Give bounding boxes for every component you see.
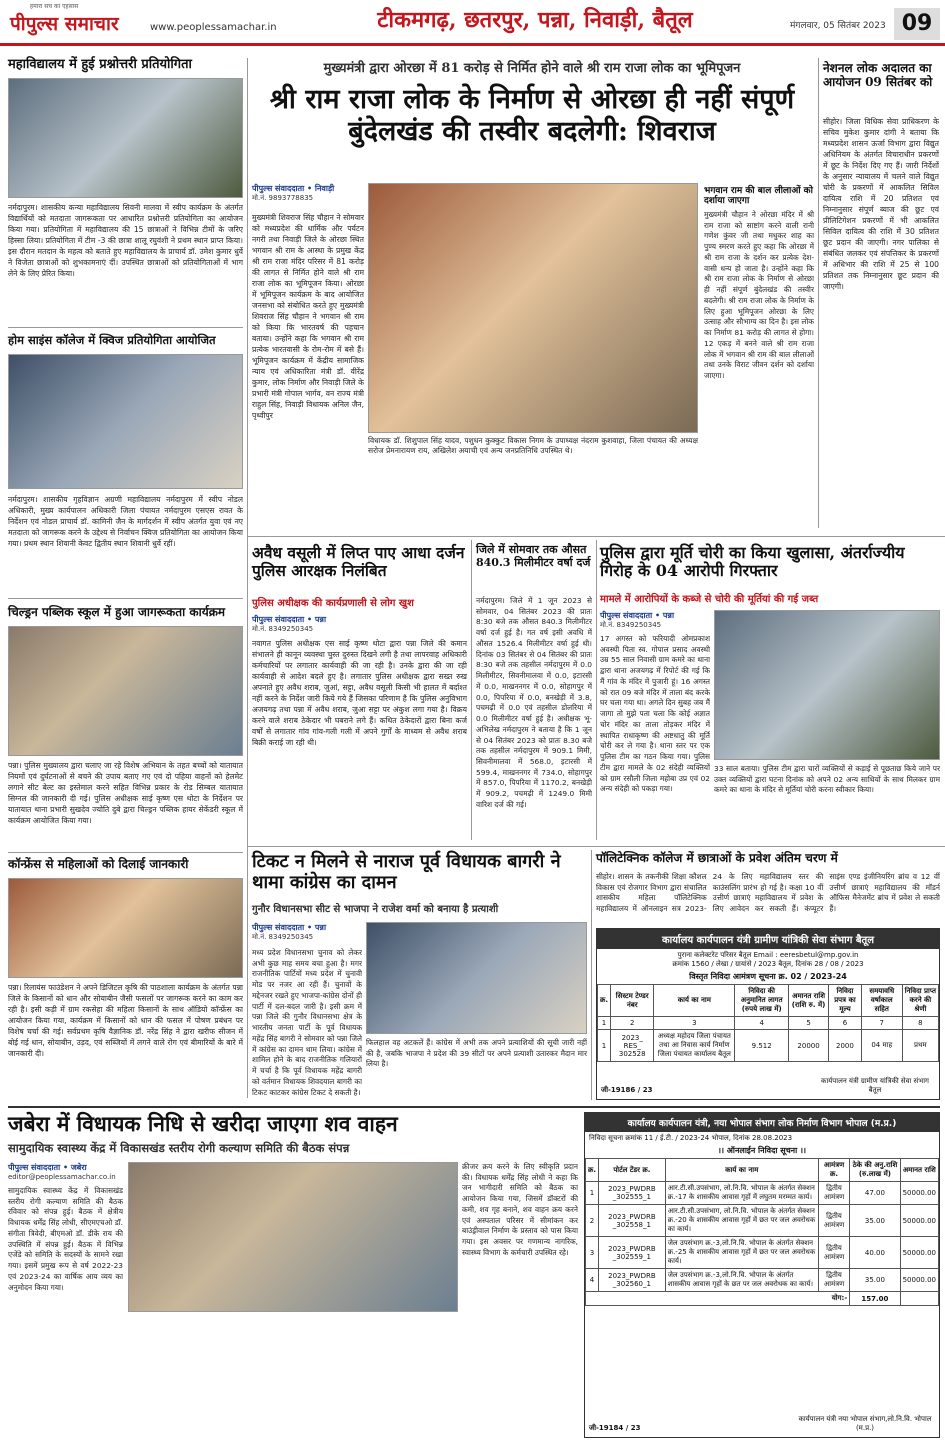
left-column: [8, 58, 243, 73]
ad2-cell: 47.00: [850, 1182, 900, 1205]
ad2-cell: द्वितीय आमंत्रण: [818, 1205, 850, 1237]
congress-body: मध्य प्रदेश विधानसभा चुनाव को लेकर अभी कुछ माह समय बचा हुआ है। मगर राजनीतिक पार्टियों मध्य प्रदेश में चुनावी मोड पर नजर आ रही हैं। चुनावों के मद्देनजर रखते हुए भाजपा-कांग्रेस दोनों ही पार्टी में दल-बदल जारी है। इसी क्रम में पन्ना जिले की गुनौर विधानसभा क्षेत्र के भारतीय जनता पार्टी के पूर्व विधायक महेंद्र सिंह बागरी ने सोमवार को पन्ना जिले में कांग्रेस का दामन थाम लिया। कांग्रेस में शामिल होने के बाद राजनीतिक गलियारों में चर्चा है कि पूर्व विधायक महेंद्र बागरी को वर्तमान विधायक शिवदयाल बागरी का टिकट काटकर कांग्रेस टिकट दे सकती है।: [252, 948, 362, 1097]
ad2-cell: 50000.00: [900, 1182, 938, 1205]
congress-headline: टिकट न मिलने से नाराज पूर्व विधायक बागरी ने थामा कांग्रेस का दामन: [252, 851, 561, 893]
women-conference-photo: [8, 878, 243, 978]
ad2-cell: द्वितीय आमंत्रण: [818, 1182, 850, 1205]
ad1-col-sno: क्र.: [598, 985, 611, 1017]
ad2-cell: 4: [586, 1269, 599, 1292]
ad1-cell: 1: [598, 1030, 611, 1062]
ad1-address: पुराना कलेक्टरेट परिसर बैतूल Email : eeresbetul@mp.gov.in: [677, 951, 859, 959]
ad2-notice-title: ।। ऑनलाईन निविदा सूचना ।।: [717, 1146, 807, 1155]
ad2-signatory: कार्यपालन यंत्री नया भोपाल संभाग,लो.नि.वि. भोपाल (म.प्र.): [798, 1415, 932, 1432]
ad1-cell: 2023_ RES_ 302528: [611, 1030, 654, 1062]
ad2-cell: 50000.00: [900, 1237, 938, 1269]
suspension-body: नवागत पुलिस अधीक्षक एस साई कृष्ण थोटा द्वारा पन्ना जिले की कमान संभालने ही कानून व्यवस्था चुस्त दुरुस्त दिखने लगी है तथा लापरवाह अधिकारी कर्मचारियों पर लगातार कार्यवाही की जा रही है। उनके द्वारा की जा रही कार्यवाही से आदेश बदले हुए है। लगातार पुलिस अधीक्षक द्वारा सख्त रुख अपनाते हुए अवैध शराब, जुआं, सट्टा, अवैध वसूली किसी भी हालत में बर्दाश्त नहीं करने के निर्देश जारी किये गये हैं जिसका परिणाम है कि पुलिस अनुविभाग अजयगढ़ तथा पन्ना में अवैध शराब, जुआ सट्टा पर अंकुश लगा गया है। विक्रय करने वाले शराब ठेकेदार भी घबराने लगे हैं। कथित ठेकेदारों द्वारा बिना कर्ज वर्षों से लगातार गांव गांव-गली गली में अपने गुर्गों के माध्यम से अवैध शराब बिक्री कराई जा रही थी।: [252, 639, 467, 747]
lead-side-body: मुख्यमंत्री चौहान ने ओरछा मंदिर में श्री राम राजा को साष्टांग करने वाली रानी गणेश कुंवर जी तथा मधुकर शाह का पुण्य स्मरण करते हुए कहा कि ओरछा में श्री राम राजा के दर्शन कर प्रत्येक देश-वासी धन्य हो जाता है। उन्होंने कहा कि श्री राम राजा लोक के निर्माण से ओरछा ही नहीं संपूर्ण बुंदेलखंड की तस्वीर बदलेगी। श्री राम राजा लोक के निर्माण के लिए हुआ भूमिपूजन ओरछा के लिए उत्साह और सौभाग्य का दिन है। इस लोक का निर्माण 81 करोड़ की लागत से होगा। 12 एकड़ में बनने वाले श्री राम राजा लोक में भगवान श्री राम की बाल लीलाओं तथा उनके विराट जीवन दर्शन को दर्शाया जाएगा।: [704, 210, 814, 381]
ad1-col-period: समयावधि वर्षाकाल सहित: [861, 985, 902, 1017]
story-conference-title: कॉन्फ्रेंस से महिलाओं को दिलाई जानकारी: [8, 857, 189, 871]
ad1-footer-code: जी-19186 / 23: [601, 1086, 653, 1094]
lead-side-title: भगवान राम की बाल लीलाओं को दर्शाया जाएगा: [704, 186, 813, 207]
ad1-cell: 04 माह: [861, 1030, 902, 1062]
ad1-num: 6: [829, 1017, 862, 1030]
congress-subhead: गुनौर विधानसभा सीट से भाजपा ने राजेश वर्मा को बनाया है प्रत्याशी: [252, 904, 499, 915]
ad2-cell: आर.टी.सी.उपसंभाग, लो.नि.वि. भोपाल के अंतर्गत सेक्शन क्र.-20 के शासकीय आवास गृहों में छत पर जल अवरोधक का कार्य।: [665, 1205, 818, 1237]
lead-photo-caption: विधायक डॉ. शिशुपाल सिंह यादव, पशुधन कुक्कुट विकास निगम के उपाध्यक्ष नंदराम कुशवाहा, जिला पंचायत की अध्यक्ष सरोज प्रेमनारायण राय, अखिलेश अयाची एवं अन्य जनप्रतिनिधि उपस्थित थे।: [368, 436, 698, 456]
ad2-cell: जेल उपसंभाग क्र.-3,लो.नि.वि. भोपाल के अंतर्गत सेक्शन क्र.-25 के शासकीय आवास गृहों में छत पर जल अवरोधक कार्य।: [665, 1237, 818, 1269]
ad2-cell: आर.टी.सी.उपसंभाग, लो.नि.वि. भोपाल के अंतर्गत सेक्शन क्र.-17 के शासकीय आवास गृहों में लघुतम मरम्मत कार्य।: [665, 1182, 818, 1205]
story-school-title: चिल्ड्रन पब्लिक स्कूल में हुआ जागरूकता कार्यक्रम: [8, 605, 226, 619]
hearse-right-body: क्रीजर क्रय करने के लिए स्वीकृति प्रदान की। विधायक धर्मेंद्र सिंह लोधी ने कहा कि जन भागीदारी समिति को बैठक का आयोजन किया गया, जिसमें डॉक्टरों की कमी, शव गृह बनाने, शव वाहन क्रय करने एवं अस्पताल परिसर में सीमांकन कर बाउंड्रीवाल निर्माण के प्रस्ताव को पास किया गया। इस अवसर पर गणमान्य नागरिक, स्वास्थ्य विभाग के कर्मचारी उपस्थित रहे।: [462, 1162, 578, 1257]
lok-adalat-title: नेशनल लोक अदालत का आयोजन 09 सितंबर को: [823, 61, 933, 89]
congress-byline: पीपुल्स संवाददाता • पन्ना: [252, 923, 327, 932]
table-row: [586, 1269, 939, 1292]
ad1-heading: कार्यालय कार्यपालन यंत्री ग्रामीण यांत्रिकी सेवा संभाग बैतूल: [597, 929, 939, 949]
polytechnic-headline: पॉलिटेक्निक कॉलेज में छात्राओं के प्रवेश अंतिम चरण में: [596, 851, 838, 865]
polytechnic-body: सीहोर। शासन के तकनीकी शिक्षा कौशल विकास एवं रोजगार विभाग द्वारा संचालित शासकीय महिला पॉलिटेक्निक महाविद्यालय में ऑनलाइन सत्र 2023-24 के लिए महाविद्यालय स्तर की काउंसलिंग प्रारंभ हो गई है। कक्षा 10 वीं उत्तीर्ण छात्राएं महाविद्यालय में प्रवेश के लिए आवेदन कर सकती हैं। कंप्यूटर साइंस एण्ड इंजीनियरिंग ब्रांच व 12 वीं उत्तीर्ण छात्राएं महाविद्यालय की मॉडर्न ऑफिस मैनेजमेंट ब्रांच में प्रवेश ले सकती हैं।: [596, 872, 940, 914]
congress-byline-block: [252, 922, 362, 942]
table-row: [586, 1237, 939, 1269]
ad1-num: 2: [611, 1017, 654, 1030]
lead-mobile: मो.नं. 9893778835: [252, 194, 314, 202]
police-idol-photo: [714, 610, 940, 760]
idol-theft-byline: पीपुल्स संवाददाता • पन्ना: [600, 611, 675, 620]
ad1-num: 8: [902, 1017, 938, 1030]
ad2-col-invite: आमंत्रण क्र.: [818, 1159, 850, 1182]
ad1-cell: 9.512: [735, 1030, 789, 1062]
lead-body: मुख्यमंत्री शिवराज सिंह चौहान ने सोमवार को मध्यप्रदेश की धार्मिक और पर्यटन नगरी तथा निवाड़ी जिले के ओरछा स्थित भगवान श्री राम के आस्था के प्रमुख केंद्र श्री राम राजा मंदिर परिसर में 81 करोड़ की लागत से निर्मित होने वाले श्री राम राजा लोक का भूमिपूजन किया। ओरछा में भूमिपूजन कार्यक्रम के बाद आयोजित जनसभा को संबोधित करते हुए मुख्यमंत्री शिवराज सिंह चौहान ने भगवान श्री राम को किया कि भारतवर्ष की पहचान बताया। उन्होंने कहा कि भगवान श्री राम प्रत्येक भारतवासी के रोम-रोम में बसे हैं। भूमिपूजन कार्यक्रम में केंद्रीय सामाजिक न्याय एवं अधिकारिता मंत्री डॉ. वीरेंद्र कुमार, लोक निर्माण और निवाड़ी जिले के प्रभारी मंत्री गोपाल भार्गव, वन राज्य मंत्री राहुल सिंह, निवाड़ी विधायक अनिल जैन, पृथ्वीपुर: [252, 213, 364, 420]
homescience-photo: [8, 354, 243, 489]
ad2-col-emd: अमानत राशि: [900, 1159, 938, 1182]
ad2-total-label: योग:-: [586, 1292, 850, 1306]
idol-theft-tail: 33 साल बताया। पुलिस टीम द्वारा चारों व्यक्तियों से कड़ाई से पूछताछ किये जाने पर उक्त व्यक्तियों द्वारा घटना दिनांक को अपने 02 अन्य साथियों के साथ मिलकर ग्राम कमरे का थाना के मंदिर से मूर्तियां चोरी करना स्वीकार किया।: [714, 764, 940, 795]
ad2-col-work: कार्य का नाम: [665, 1159, 818, 1182]
ad2-cell: 2: [586, 1205, 599, 1237]
lead-byline-block: [252, 183, 364, 203]
issue-date: मंगलवार, 05 सितंबर 2023: [790, 21, 886, 31]
ad1-num: 3: [654, 1017, 735, 1030]
story-homescience-title: होम साइंस कॉलेज में क्विज प्रतियोगिता आयोजित: [8, 333, 216, 347]
hearse-subhead: सामुदायिक स्वास्थ्य केंद्र में विकासखंड स्तरीय रोगी कल्याण समिति की बैठक संपन्न: [8, 1141, 350, 1155]
suspension-mobile: मो.नं. 8349250345: [252, 625, 314, 633]
ad1-col-emd: अमानत राशि (राशि रु. में): [789, 985, 829, 1017]
ad2-footer-code: जी-19184 / 23: [589, 1424, 641, 1432]
ad2-col-sno: क्र.: [586, 1159, 599, 1182]
ad2-cell: 2023_PWDRB _302555_1: [599, 1182, 666, 1205]
ad1-notice-title: विस्तृत निविदा आमंत्रण सूचना क्र. 02 / 2023-24: [689, 972, 847, 981]
ad1-tender-table: [597, 984, 939, 1062]
ad2-cell: 2023_PWDRB _302560_1: [599, 1269, 666, 1292]
committee-meeting-photo: [128, 1162, 458, 1312]
congress-mobile: मो.नं. 8349250345: [252, 933, 314, 941]
hearse-body: सामुदायिक स्वास्थ्य केंद्र में विकासखंड स्तरीय रोगी कल्याण समिति की बैठक रविवार को संपन्न हुई। बैठक में क्षेत्रीय विधायक धर्मेंद्र सिंह लोधी, सीएमएचओ डॉ. संगीता त्रिवेदी, बीएमओ डॉ. डीके राय की उपस्थिति में संपन्न हुई। बैठक में विभिन्न एजेंडे को समिति के सदस्यों के सामने रखा गया। इसमें प्रमुख रूप से वर्ष 2022-23 एवं 2023-24 का वार्षिक आय व्यय का अनुमोदन किया गया।: [8, 1186, 123, 1292]
ad2-cell: 2023_PWDRB _302558_1: [599, 1205, 666, 1237]
idol-theft-mobile: मो.नं. 8349250345: [600, 621, 662, 629]
lead-headline: श्री राम राजा लोक के निर्माण से ओरछा ही नहीं संपूर्ण बुंदेलखंड की तस्वीर बदलेगी: शिवराज: [269, 84, 795, 148]
hearse-byline-block: [8, 1162, 123, 1181]
ad1-cell: 2000: [829, 1030, 862, 1062]
story-quiz-body: नर्मदापुरम। शासकीय कन्या महाविद्यालय सिवनी मालवा में स्वीप कार्यक्रम के अंतर्गत विद्यार्थियों को मतदाता जागरूकता पर आधारित प्रश्नोत्तरी प्रतियोगिता का आयोजन किया गया। प्रतियोगिता में महाविद्यालय की 15 छात्राओं ने विभिन्न टीमों के जरिए हिस्सा लिया। प्रतियोगिता में टीम -3 की छात्रा शालू रघुवंशी ने प्रथम स्थान प्राप्त किया। इस दौरान मतदान के महत्व को बताते हुए महाविद्यालय के प्राचार्य डॉ. उमेश कुमार धुर्वे ने विजेता छात्राओं को शुभकामनाएं दीं। उपस्थित छात्राओं को प्रतियोगिताओं में भाग लेने के लिए प्रेरित किया।: [8, 203, 243, 278]
ad2-cell: 1: [586, 1182, 599, 1205]
bhoomipujan-photo: [368, 183, 698, 433]
ad1-cell: 20000: [789, 1030, 829, 1062]
ad1-col-cost: निविदा की अनुमानित लागत (रुपये लाख में): [735, 985, 789, 1017]
ad2-ref: निविदा सूचना क्रमांक 11 / ई.टी. / 2023-24 भोपाल, दिनांक 28.08.2023: [589, 1134, 793, 1142]
ad1-ref: क्रमांक 1560 / लेखा / ग्रायांसे / 2023 बैतूल, दिनांक 28 / 08 / 2023: [672, 960, 864, 968]
pwd-bhopal-tender-ad: [584, 1112, 940, 1438]
page-number: 09: [894, 8, 940, 40]
ad1-num: 5: [789, 1017, 829, 1030]
idol-theft-headline: पुलिस द्वारा मूर्ति चोरी का किया खुलासा, अंतर्राज्यीय गिरोह के 04 आरोपी गिरफ्तार: [600, 543, 905, 581]
hearse-byline: पीपुल्स संवाददाता • जबेरा: [8, 1163, 87, 1172]
story-conference-body: पन्ना। रिलायंस फाउंडेशन ने अपने डिजिटल कृषि की पाठशाला कार्यक्रम के अंतर्गत पन्ना जिले के किसानों को धान और सोयाबीन जैसी फसलों पर जागरूक करने का काम कर रही है। इसी कड़ी में ग्राम रकसेहा की महिला किसानों के साथ ऑडियो कॉन्फ्रेंस का आयोजन किया गया, कार्यक्रम में किसानों को धान की फसल में पोषण प्रबंधन पर विशेष चर्चा की गई। सर्वप्रथम कृषि वैज्ञानिक डॉ. नरेंद्र सिंह ने द्वारा खरीफ सीजन में बोई गई धान, सोयाबीन, उड़द, एवं सब्जियों में लगने वाले रोग एवं बीमारियों के बारे में जानकारी दी।: [8, 983, 243, 1058]
ad2-cell: 35.00: [850, 1205, 900, 1237]
ad2-cell: 50000.00: [900, 1205, 938, 1237]
masthead: [0, 0, 945, 46]
newspaper-logo: पीपुल्स समाचार: [10, 13, 119, 35]
ad2-total: 157.00: [850, 1292, 900, 1306]
ad1-cell: अध्यक्ष महोदय जिला पंचायत तथा आ निवास कार्य निर्माण जिला पंचायत कार्यालय बैतूल: [654, 1030, 735, 1062]
story-homescience-body: नर्मदापुरम। शासकीय गृहविज्ञान अग्रणी महाविद्यालय नर्मदापुरम में स्वीप नोडल अधिकारी, मुख्य कार्यपालन अधिकारी जिला पंचायत नर्मदापुरम एसएस रावत के निर्देशन एवं नोडल प्राचार्य डॉ. कामिनी जैन के मार्गदर्शन में स्वीप अंतर्गत युवा एवं नए मतदाता को जागरूक करने के उद्देश्य से निर्वाचन क्विज प्रतियोगिता का आयोजन किया गया। प्रथम स्थान शिवानी केवट द्वितीय स्थान शिवानी धुर्वे रहीं।: [8, 495, 243, 548]
website-url: www.peoplessamachar.in: [150, 22, 277, 33]
edition-title: टीकमगढ़, छतरपुर, पन्ना, निवाड़ी, बैतूल: [377, 7, 693, 33]
suspension-byline: पीपुल्स संवाददाता • पन्ना: [252, 615, 327, 624]
ad2-cell: द्वितीय आमंत्रण: [818, 1237, 850, 1269]
story-school-body: पन्ना। पुलिस मुख्यालय द्वारा चलाए जा रहे विशेष अभियान के तहत बच्चों को यातायात नियमों एवं दुर्घटनाओं से बचने की उपाय बताए गए एवं दो पहिया वाहनों को हेलमेट लगाने सीट बेल्ट का इस्तेमाल करने सहित विभिन्न प्रकार के रोड सिम्बल यातायात सिग्नल की जानकारी दी गई। पुलिस अधीक्षक साई कृष्ण एस थोटा के निर्देशन पर यातायात थाना प्रभारी सुखदेव ज्योति दुबे द्वारा चिल्ड्रन पब्लिक हायर सेकेंडरी स्कूल में कार्यक्रम आयोजित किया गया।: [8, 761, 243, 825]
ad2-cell: 35.00: [850, 1269, 900, 1292]
ad2-cell: 40.00: [850, 1237, 900, 1269]
logo-tagline: हमारा सच का एहसास: [30, 3, 79, 10]
ad2-cell: 50000.00: [900, 1269, 938, 1292]
ad1-signatory: कार्यपालन यंत्री ग्रामीण यांत्रिकी सेवा संभाग बैतूल: [821, 1077, 929, 1094]
ad1-col-tender: सिस्टम टेण्डर नंबर: [611, 985, 654, 1017]
ad1-col-class: निविदा प्राप्त करने की श्रेणी: [902, 985, 938, 1017]
lok-adalat-body: सीहोर। जिला विधिक सेवा प्राधिकरण के सचिव मुकेश कुमार दांगी ने बताया कि मध्यप्रदेश शासन ऊर्जा विभाग द्वारा विद्युत अधिनियम के अंतर्गत विचाराधीन प्रकरणों में छूट के निर्देश दिए गए हैं। जारी निर्देशों के अनुसार न्यायालय में चलने वाले विद्युत चोरी के प्रकरणों में आकलित सिविल दायित्व राशि में 20 प्रतिशत एवं निम्नानुसार संपूर्ण ब्याज की छूट एवं प्रीलिटिगेशन प्रकरणों में भी आकलित सिविल दायित्व की राशि में 30 प्रतिशत छूट प्रदान की जाएगी। नगर पालिका से संबंधित जलकर एवं संपत्तिकर के प्रकरणों में अधिभार की राशि में 25 से 100 प्रतिशत तक निम्नानुसार छूट प्रदान की जाएगी।: [823, 117, 939, 291]
hearse-headline: जबेरा में विधायक निधि से खरीदा जाएगा शव वाहन: [8, 1111, 398, 1136]
ad2-heading: कार्यालय कार्यपालन यंत्री, नया भोपाल संभाग लोक निर्माण विभाग भोपाल (म.प्र.): [585, 1113, 939, 1132]
congress-caption: फिलहाल वह अटकलें हैं। कांग्रेस में अभी तक अपने प्रत्याशियों की सूची जारी नहीं की है, जबकि भाजपा ने प्रदेश की 39 सीटों पर अपने प्रत्याशी उतारकर मैदान मार लिया है।: [366, 1038, 587, 1069]
ad2-cell: 3: [586, 1237, 599, 1269]
ad2-col-portal: पोर्टल टेंडर क्र.: [599, 1159, 666, 1182]
story-quiz-title: महाविद्यालय में हुई प्रश्नोत्तरी प्रतियोगिता: [8, 57, 192, 72]
suspension-headline: अवैध वसूली में लिप्त पाए आधा दर्जन पुलिस आरक्षक निलंबित: [252, 543, 465, 580]
ad2-col-amount: ठेके की अनु.राशि (रु.लाख में): [850, 1159, 900, 1182]
idol-theft-subhead: मामले में आरोपियों के कब्जे से चोरी की मूर्तियां की गई जब्त: [600, 594, 819, 605]
congress-joining-photo: [366, 922, 587, 1034]
ad2-tender-table: [585, 1158, 939, 1306]
ad1-num: 4: [735, 1017, 789, 1030]
ad1-col-work: कार्य का नाम: [654, 985, 735, 1017]
lead-kicker: मुख्यमंत्री द्वारा ओरछा में 81 करोड़ से निर्मित होने वाले श्री राम राजा लोक का भूमिपूजन: [323, 61, 741, 76]
ad2-cell: 2023_PWDRB _302559_1: [599, 1237, 666, 1269]
ad2-cell: द्वितीय आमंत्रण: [818, 1269, 850, 1292]
table-row: [586, 1205, 939, 1237]
rainfall-body: नर्मदापुरम। जिले में 1 जून 2023 से सोमवार, 04 सितंबर 2023 की प्रातः 8:30 बजे तक औसत 840.3 मिलीमीटर वर्षा दर्ज हुई है। गत वर्ष इसी अवधि में औसत 1526.4 मिलीमीटर वर्षा हुई थी। दिनांक 03 सितंबर से 04 सितंबर की प्रातः 8:30 बजे तक तहसील नर्मदापुरम में 0.0 मिलीमीटर, सिवनीमालवा में 0.0, इटारसी में 0.0, माखननगर में 0.0, सोहागपुर में 0.0, पिपरिया में 0.0, बनखेड़ी में 3.8, पचमढ़ी में 0.0 एवं तहसील डोलरिया में 0.0 मिलीमीटर वर्षा हुई है। अधीक्षक भू-अभिलेख नर्मदापुरम ने बताया है कि 1 जून से 04 सितंबर 2023 को प्रातः 8.30 बजे तक तहसील नर्मदापुरम में 909.1 मिमी, सिवनीमालवा में 568.0, इटारसी में 599.4, माखननगर में 734.0, सोहागपुर में 857.0, पिपरिया में 1170.2, बनखेड़ी में 909.2, पचमढ़ी में 1249.0 मिमी वारिश दर्ज की गई।: [476, 596, 592, 809]
lead-byline: पीपुल्स संवाददाता • निवाड़ी: [252, 184, 335, 193]
ad1-num: 7: [861, 1017, 902, 1030]
classroom-photo: [8, 78, 243, 198]
hearse-email: editor@peoplessamachar.co.in: [8, 1173, 116, 1181]
table-row: [586, 1182, 939, 1205]
rainfall-headline: जिले में सोमवार तक औसत 840.3 मिलीमीटर वर्षा दर्ज: [476, 543, 591, 569]
ad1-cell: प्रथम: [902, 1030, 938, 1062]
idol-theft-byline-block: [600, 610, 710, 630]
suspension-byline-block: [252, 614, 467, 634]
suspension-subhead: पुलिस अधीक्षक की कार्यप्रणाली से लोग खुश: [252, 598, 414, 609]
idol-theft-body: 17 अगस्त को फरियादी ओमप्रकाश अवस्थी पिता स्व. गोपाल प्रसाद अवस्थी उम्र 55 साल निवासी ग्राम कमरे का थाना द्वारा थाना अजयगढ़ में रिपोर्ट की गई कि मैं गांव के मंदिर में पुजारी हूं। 16 अगस्त को रात 09 बजे मंदिर में ताला बंद करके घर चला गया था। अगले दिन सुबह जब मैं जागा तो मुझे पता चला कि कोई अज्ञात चोर मंदिर का ताला तोड़कर मंदिर में स्थापित राधाकृष्ण की अष्टधातु की मूर्ति चोरी कर ले गया है। थाना स्तर पर एक पुलिस टीम का गठन किया गया। पुलिस टीम द्वारा मामले के 02 संदेही व्यक्तियों को ग्राम रसौली जिला महोबा उप्र एवं 02 अन्य संदेही को पकड़ा गया।: [600, 634, 710, 794]
ad2-cell: जेल उपसंभाग क्र.-3,लो.नि.वि. भोपाल के अंतर्गत शासकीय आवास गृहों के छत पर जल अवरोधक का कार्य।: [665, 1269, 818, 1292]
school-awareness-photo: [8, 626, 243, 756]
rural-engineering-tender-ad: [596, 928, 940, 1100]
ad1-col-fee: निविदा प्रपत्र का मूल्य: [829, 985, 862, 1017]
ad1-num: 1: [598, 1017, 611, 1030]
